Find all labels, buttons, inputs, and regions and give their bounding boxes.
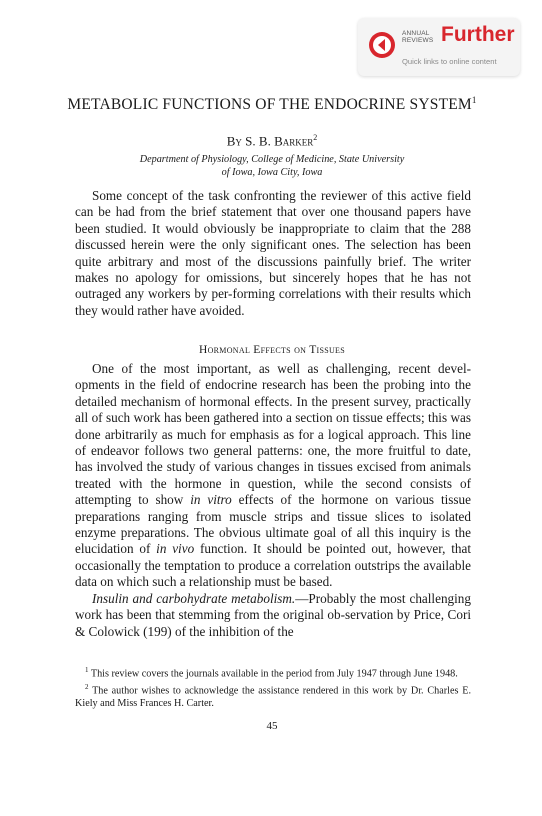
- badge-title: Further: [441, 23, 515, 46]
- footnote-1: $^1$ This review covers the journals available in the period from July 1947 through June 1948.: [85, 666, 458, 680]
- title-footnote-marker[interactable]: 1: [471, 95, 477, 105]
- section-body: One of the most important, as well as challenging, recent devel-opments in the field of endocrine research has been the probing into the detailed mechanism of hormonal effects. In the present survey, practically all of such work has been gathered into a section on tissue effects; this was done arbitrarily as much for emphasis as for a logical approach. This line of endeavor follows two general patterns: one, the more fruitful to date, has involved the study of various changes in tissues excised from animals treated with the hormone in question, while the second consists of attempting to show in vitro effects of the hormone on various tissue preparations ranging from muscle strips and tissue slices to isolated enzyme preparations. The obvious ultimate goal of all this inquiry is the elucidation of in vivo function. It should be pointed out, however, that occasionally the temptation to produce a correlation outstrips the available data on which such a relationship must be based. Insulin and carbohydrate metabolism.—Probably the most challenging work has been that stemming from the original ob-servation by Price, Cori & Colowick (199) of the inhibition of the: [75, 361, 472, 639]
- intro-paragraph: Some concept of the task confronting the reviewer of this active field can be had from the brief statement that over one thousand papers have been studied. It would obviously be inappropriate to claim that the 288 discussed herein were the only significant ones. The selection has been quite arbitrary and most of the discussions painfully brief. The writer makes no apology for omissions, but sincerely hopes that he has not outraged any workers by per-forming correlations with their results which they would rather have avoided.: [75, 188, 471, 318]
- badge-brand: ANNUAL REVIEWS: [402, 30, 434, 44]
- author-line: By S. B. Barker$^2$: [226, 133, 318, 149]
- footnotes: [75, 664, 471, 710]
- play-arrow-icon: [368, 31, 396, 59]
- author-footnote-marker[interactable]: 2: [313, 133, 318, 142]
- annual-reviews-further-badge[interactable]: [358, 18, 520, 76]
- article-title: METABOLIC FUNCTIONS OF THE ENDOCRINE SYSTEM$^1$: [67, 95, 477, 114]
- section-heading: Hormonal Effects on Tissues: [198, 344, 345, 356]
- page-number: 45: [266, 720, 278, 732]
- subsection-lead: Insulin and carbohydrate metabolism.: [92, 590, 296, 606]
- badge-subtitle: Quick links to online content: [402, 57, 497, 66]
- affiliation: Department of Physiology, College of Medicine, State University of Iowa, Iowa City, Iowa: [139, 154, 405, 178]
- footnote-2: $^2$ The author wishes to acknowledge the assistance rendered in this work by Dr. Charles E. Kiely and Miss Frances H. Carter.: [75, 682, 471, 710]
